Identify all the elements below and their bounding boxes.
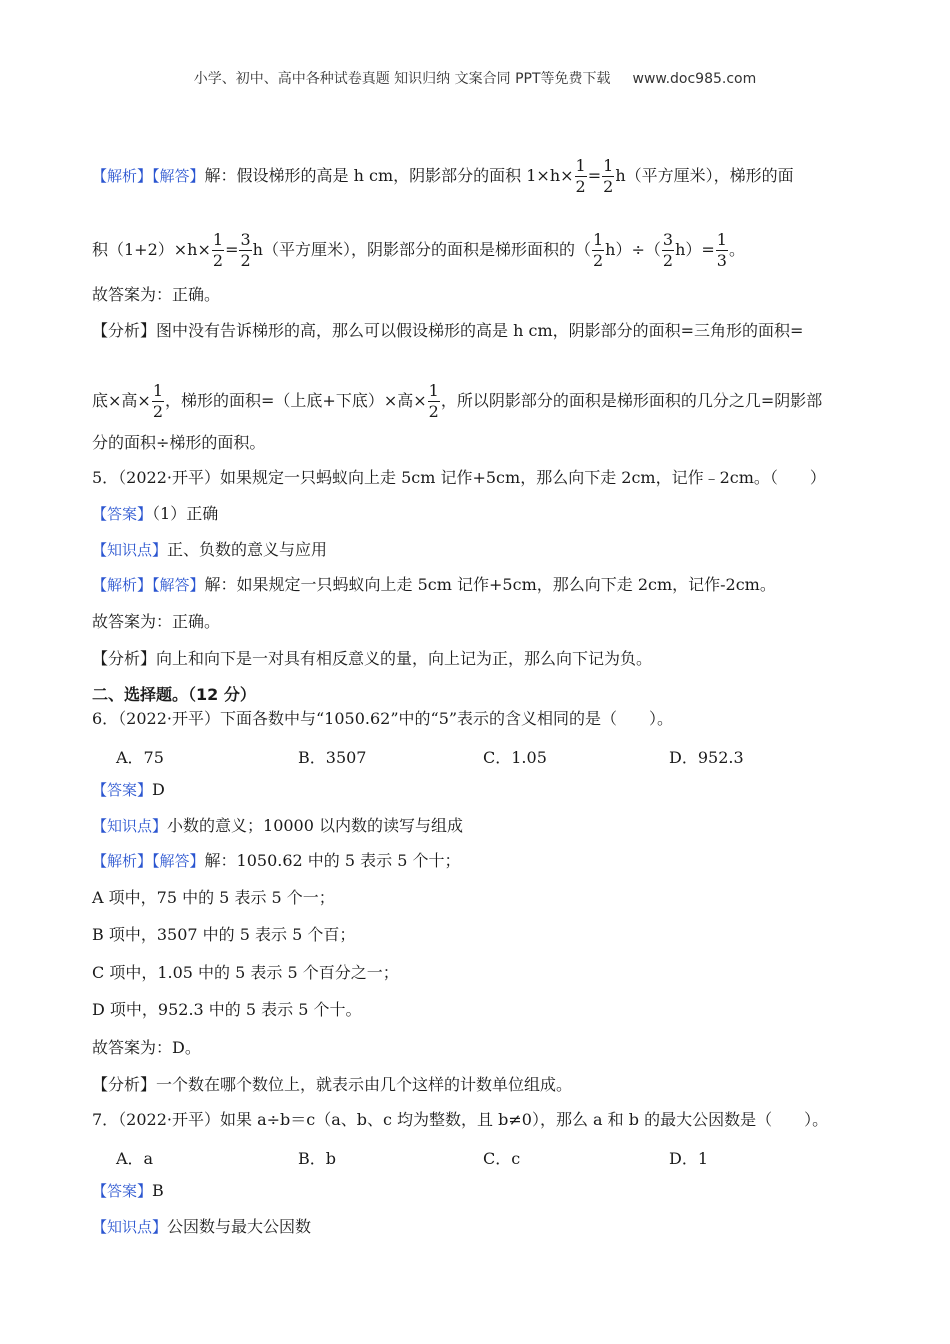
- text: ，所以阴影部分的面积是梯形面积的几分之几=阴影部: [440, 391, 823, 410]
- denominator: 2: [240, 251, 251, 270]
- page-header: [0, 68, 950, 88]
- tag-jieda: 【解答】: [152, 167, 205, 185]
- text: =: [587, 166, 602, 185]
- q6-analysis: [92, 1075, 572, 1095]
- q5-analysis: [92, 649, 652, 669]
- numerator: 1: [212, 230, 224, 249]
- numerator: 1: [603, 156, 614, 175]
- fraction-one-half: [602, 158, 614, 195]
- denominator: 2: [428, 402, 439, 421]
- q4-analysis-line-1: [92, 321, 803, 341]
- q6-answer: [92, 780, 165, 800]
- q4-analysis-line-2: [92, 383, 822, 420]
- numerator: 1: [716, 230, 727, 249]
- q4-solution-line-2: [92, 232, 745, 269]
- fraction-three-halves: [239, 232, 251, 269]
- denominator: 2: [575, 177, 586, 196]
- tag-daan: 【答案】: [92, 505, 153, 523]
- section-title: 二、选择题。（12 分）: [92, 685, 256, 704]
- denominator: 2: [603, 177, 614, 196]
- fraction-one-half: [212, 232, 224, 269]
- text: ，梯形的面积=（上底+下底）×高×: [165, 391, 427, 410]
- option-b: B．3507: [298, 748, 367, 767]
- tag-fenxi: 【分析】: [92, 1075, 157, 1094]
- tag-zsd: 【知识点】: [92, 1218, 168, 1236]
- tag-daan: 【答案】: [92, 1182, 153, 1200]
- q7-question: 7．（2022·开平）如果 a÷b＝c（a、b、c 均为整数，且 b≠0），那么 a 和 b 的最大公因数是（ ）。: [92, 1110, 829, 1129]
- text: D: [152, 780, 165, 799]
- option-a: A．a: [116, 1149, 154, 1168]
- numerator: 1: [152, 381, 164, 400]
- option-c: C．c: [483, 1149, 521, 1168]
- text: 解：如果规定一只蚂蚁向上走 5cm 记作+5cm，那么向下走 2cm，记作-2cm。: [204, 575, 776, 594]
- text: 底×高×: [92, 391, 151, 410]
- denominator: 3: [716, 251, 727, 270]
- header-site: www.doc985.com: [632, 71, 757, 87]
- q7-knowledge: [92, 1217, 311, 1237]
- numerator: 1: [575, 156, 586, 175]
- text: （1）正确: [152, 504, 219, 523]
- fraction-one-half: [592, 232, 604, 269]
- q6-solution-b: B 项中，3507 中的 5 表示 5 个百；: [92, 925, 356, 944]
- q5-knowledge: [92, 540, 327, 560]
- text: h）=: [675, 240, 715, 259]
- text: 解：1050.62 中的 5 表示 5 个十；: [204, 851, 461, 870]
- fraction-one-third: [716, 232, 728, 269]
- text: h（平方厘米），阴影部分的面积是梯形面积的（: [252, 240, 591, 259]
- denominator: 2: [592, 251, 604, 270]
- fraction-one-half: [428, 383, 440, 420]
- tag-jiexi: 【解析】: [92, 852, 153, 870]
- q4-analysis-line-3: 分的面积÷梯形的面积。: [92, 433, 266, 452]
- q6-answer-line: 故答案为：D。: [92, 1038, 201, 1057]
- q5-answer: [92, 504, 218, 524]
- q6-question: 6．（2022·开平）下面各数中与“1050.62”中的“5”表示的含义相同的是（ ）。: [92, 709, 674, 728]
- q7-answer: [92, 1181, 164, 1201]
- fraction-one-half: [152, 383, 164, 420]
- option-b: B．b: [298, 1149, 337, 1168]
- text: 正、负数的意义与应用: [167, 540, 328, 559]
- q4-answer-line: 故答案为：正确。: [92, 285, 221, 304]
- q6-solution-c: C 项中，1.05 中的 5 表示 5 个百分之一；: [92, 963, 399, 982]
- q6-solution: [92, 851, 461, 871]
- denominator: 2: [212, 251, 224, 270]
- text: 图中没有告诉梯形的高，那么可以假设梯形的高是 h cm，阴影部分的面积=三角形的面积=: [156, 321, 804, 340]
- text: =: [225, 240, 239, 259]
- denominator: 2: [662, 251, 674, 270]
- q6-solution-a: A 项中，75 中的 5 表示 5 个一；: [92, 888, 335, 907]
- text: 一个数在哪个数位上，就表示由几个这样的计数单位组成。: [156, 1075, 573, 1094]
- header-text: 小学、初中、高中各种试卷真题 知识归纳 文案合同 PPT等免费下载: [193, 71, 611, 87]
- text: B: [152, 1181, 164, 1200]
- text: 公因数与最大公因数: [167, 1217, 312, 1236]
- text: 小数的意义；10000 以内数的读写与组成: [167, 816, 464, 835]
- option-c: C．1.05: [483, 748, 547, 767]
- text: h）÷（: [605, 240, 661, 259]
- text: 解：假设梯形的高是 h cm，阴影部分的面积 1×h×: [204, 166, 574, 185]
- q4-solution-line-1: [92, 158, 794, 195]
- tag-jiexi: 【解析】: [92, 167, 153, 185]
- option-d: D．952.3: [669, 748, 744, 767]
- text: 向上和向下是一对具有相反意义的量，向上记为正，那么向下记为负。: [156, 649, 653, 668]
- numerator: 1: [592, 230, 604, 249]
- tag-fenxi: 【分析】: [92, 321, 157, 340]
- tag-jiexi: 【解析】: [92, 576, 153, 594]
- text: 积（1+2）×h×: [92, 240, 211, 259]
- q5-solution: [92, 575, 776, 595]
- numerator: 3: [240, 230, 251, 249]
- option-d: D．1: [669, 1149, 709, 1168]
- text: h（平方厘米），梯形的面: [615, 166, 794, 185]
- q6-solution-d: D 项中，952.3 中的 5 表示 5 个十。: [92, 1000, 362, 1019]
- option-a: A．75: [116, 748, 164, 767]
- tag-zsd: 【知识点】: [92, 817, 168, 835]
- tag-daan: 【答案】: [92, 781, 153, 799]
- numerator: 3: [662, 230, 674, 249]
- text: 。: [728, 240, 745, 259]
- fraction-one-half: [575, 158, 587, 195]
- tag-fenxi: 【分析】: [92, 649, 157, 668]
- tag-zsd: 【知识点】: [92, 541, 168, 559]
- tag-jieda: 【解答】: [152, 852, 205, 870]
- tag-jieda: 【解答】: [152, 576, 205, 594]
- denominator: 2: [152, 402, 164, 421]
- fraction-three-halves: [662, 232, 674, 269]
- q6-knowledge: [92, 816, 463, 836]
- numerator: 1: [428, 381, 439, 400]
- q5-answer-line: 故答案为：正确。: [92, 612, 221, 631]
- q5-question: 5．（2022·开平）如果规定一只蚂蚁向上走 5cm 记作+5cm，那么向下走 2cm，记作﹣2cm。（ ）: [92, 468, 826, 487]
